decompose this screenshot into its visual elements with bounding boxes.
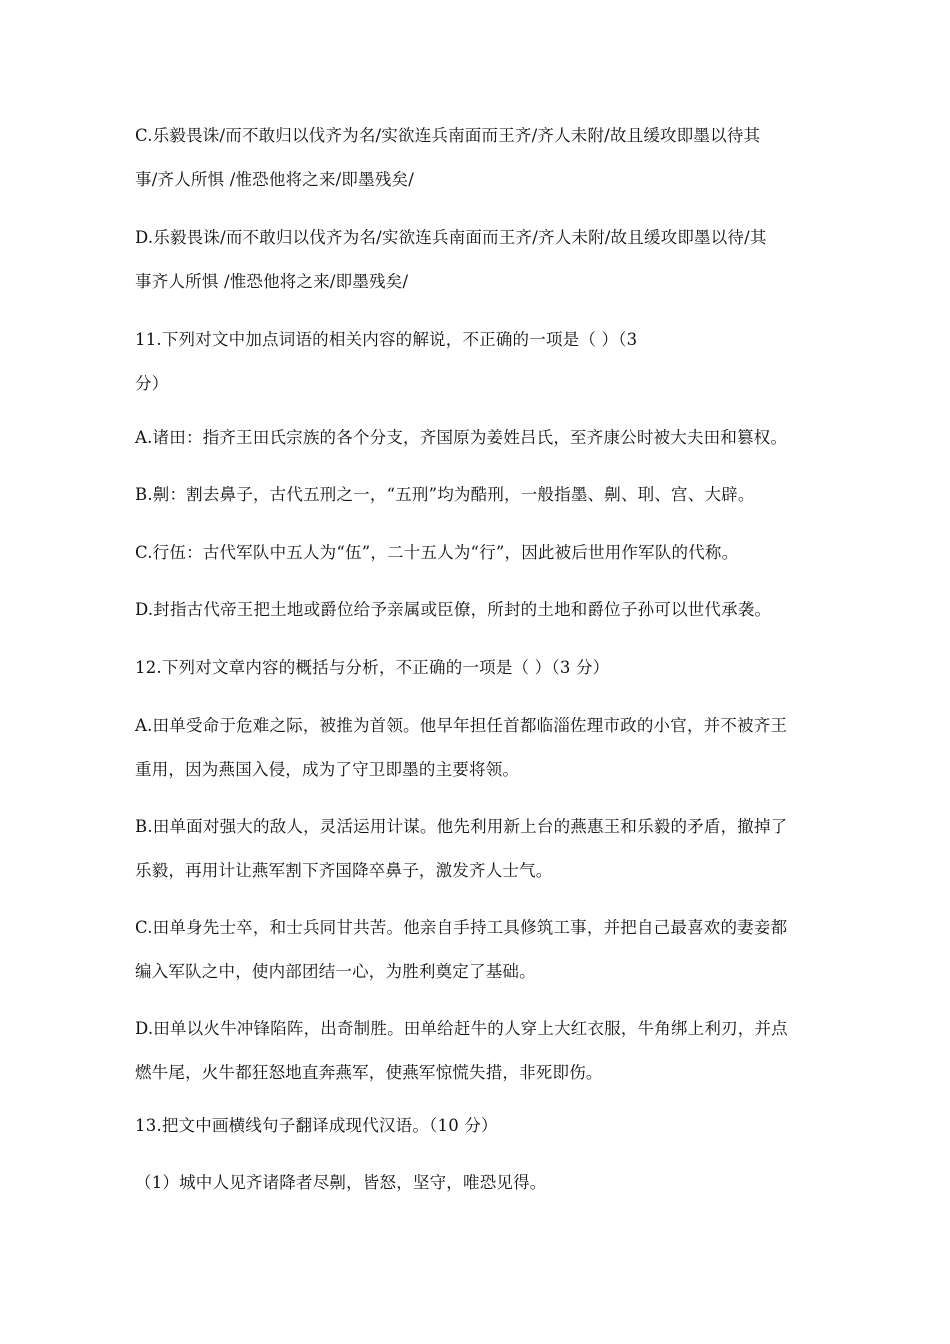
question-13-part-1: （1）城中人见齐诸降者尽劓，皆怒，坚守，唯恐见得。 <box>135 1173 547 1192</box>
option-c-q10-line2: 事/齐人所惧 /惟恐他将之来/即墨残矣/ <box>135 170 414 189</box>
option-c-q12-line1: C.田单身先士卒，和士兵同甘共苦。他亲自手持工具修筑工事，并把自己最喜欢的妻妾都 <box>135 918 788 937</box>
option-c-q12-line2: 编入军队之中，使内部团结一心，为胜利奠定了基础。 <box>135 962 536 981</box>
option-d-q10-line1: D.乐毅畏诛/而不敢归以伐齐为名/实欲连兵南面而王齐/齐人未附/故且缓攻即墨以待/其 <box>135 228 767 247</box>
question-12: 12.下列对文章内容的概括与分析，不正确的一项是（ ）（3 分） <box>135 658 610 677</box>
option-c-q11: C.行伍：古代军队中五人为“伍”，二十五人为“行”，因此被后世用作军队的代称。 <box>135 543 739 562</box>
option-b-q11: B.劓：割去鼻子，古代五刑之一，“五刑”均为酷刑，一般指墨、劓、刵、宫、大辟。 <box>135 485 755 504</box>
question-13: 13.把文中画横线句子翻译成现代汉语。（10 分） <box>135 1116 498 1135</box>
option-a-q12-line2: 重用，因为燕国入侵，成为了守卫即墨的主要将领。 <box>135 760 520 779</box>
option-d-q10-line2: 事齐人所惧 /惟恐他将之来/即墨残矣/ <box>135 272 409 291</box>
option-b-q12-line1: B.田单面对强大的敌人，灵活运用计谋。他先利用新上台的燕惠王和乐毅的矛盾，撤掉了 <box>135 817 788 836</box>
question-11-line2: 分） <box>135 374 169 393</box>
option-c-q10-line1: C.乐毅畏诛/而不敢归以伐齐为名/实欲连兵南面而王齐/齐人未附/故且缓攻即墨以待其 <box>135 126 761 145</box>
option-a-q12-line1: A.田单受命于危难之际，被推为首领。他早年担任首都临淄佐理市政的小官，并不被齐王 <box>135 716 788 735</box>
option-a-q11: A.诸田：指齐王田氏宗族的各个分支，齐国原为姜姓吕氏，至齐康公时被大夫田和篡权。 <box>135 428 788 447</box>
question-11-line1: 11.下列对文中加点词语的相关内容的解说，不正确的一项是（ ）（3 <box>135 330 638 349</box>
option-d-q12-line2: 燃牛尾，火牛都狂怒地直奔燕军，使燕军惊慌失措，非死即伤。 <box>135 1063 603 1082</box>
option-b-q12-line2: 乐毅，再用计让燕军割下齐国降卒鼻子，激发齐人士气。 <box>135 861 553 880</box>
option-d-q12-line1: D.田单以火牛冲锋陷阵，出奇制胜。田单给赶牛的人穿上大红衣服，牛角绑上利刃，并点 <box>135 1019 788 1038</box>
option-d-q11: D.封指古代帝王把土地或爵位给予亲属或臣僚，所封的土地和爵位子孙可以世代承袭。 <box>135 600 772 619</box>
